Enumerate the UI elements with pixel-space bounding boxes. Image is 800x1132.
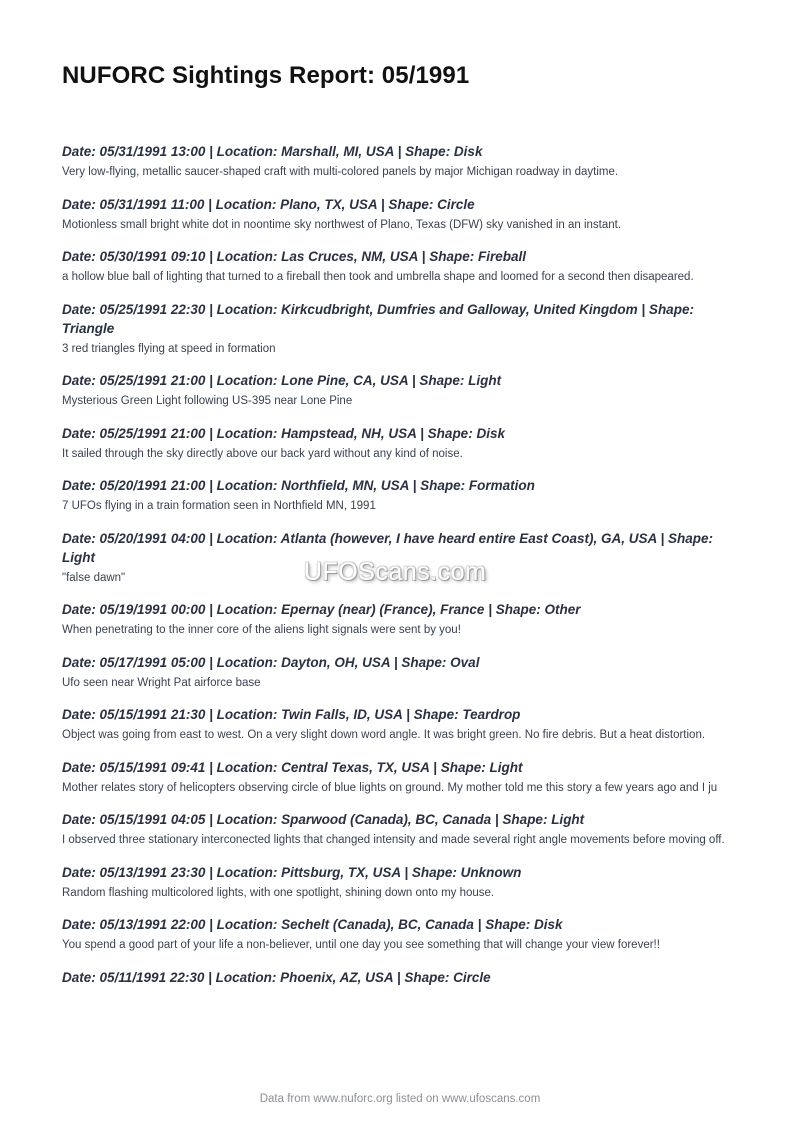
sighting-header: Date: 05/15/1991 09:41 | Location: Central Texas, TX, USA | Shape: Light [62,759,523,775]
sighting-entry [62,758,742,797]
sighting-entry [62,705,742,744]
sighting-header: Date: 05/20/1991 21:00 | Location: Northfield, MN, USA | Shape: Formation [62,478,535,493]
sighting-description: Object was going from east to west. On a very slight down word angle. It was bright green. No fire debris. But a heat distortion. [62,729,706,741]
sighting-description: a hollow blue ball of lighting that turned to a fireball then took and umbrella shape and loomed for a second then disapeared. [62,271,694,283]
sighting-description: You spend a good part of your life a non-believer, until one day you see something that will change your view forever!! [62,939,660,951]
sighting-entry [62,600,742,639]
sighting-header: Date: 05/17/1991 05:00 | Location: Dayton, OH, USA | Shape: Oval [62,654,480,670]
page-title: NUFORC Sightings Report: 05/1991 [62,62,470,89]
sighting-entry [62,142,742,181]
sighting-entry [62,300,742,358]
sighting-header: Date: 05/19/1991 00:00 | Location: Epernay (near) (France), France | Shape: Other [62,602,581,617]
sighting-header: Date: 05/25/1991 21:00 | Location: Lone Pine, CA, USA | Shape: Light [62,373,502,388]
sighting-description: "false dawn" [62,571,126,584]
sighting-header: Date: 05/30/1991 09:10 | Location: Las Cruces, NM, USA | Shape: Fireball [62,249,526,264]
sighting-header: Date: 05/13/1991 23:30 | Location: Pittsburg, TX, USA | Shape: Unknown [62,864,522,880]
sighting-entry [62,371,742,410]
sighting-entry [62,424,742,463]
sighting-description: It sailed through the sky directly above our back yard without any kind of noise. [62,447,463,460]
sighting-header: Date: 05/15/1991 21:30 | Location: Twin Falls, ID, USA | Shape: Teardrop [62,707,521,722]
sighting-entry [62,810,742,849]
sighting-description: Random flashing multicolored lights, with one spotlight, shining down onto my house. [62,886,495,899]
sighting-header: Date: 05/11/1991 22:30 | Location: Phoenix, AZ, USA | Shape: Circle [62,969,491,985]
sighting-description: When penetrating to the inner core of the aliens light signals were sent by you! [62,624,461,636]
sighting-description: 7 UFOs flying in a train formation seen in Northfield MN, 1991 [62,500,376,512]
sighting-description: Ufo seen near Wright Pat airforce base [62,676,261,689]
sighting-entry [62,915,742,954]
sighting-entry [62,968,742,987]
sighting-header: Date: 05/20/1991 04:00 | Location: Atlanta (however, I have heard entire East Coast), GA, USA | Shape: Light [62,530,714,565]
sighting-entry [62,476,742,515]
sighting-description: 3 red triangles flying at speed in formation [62,342,276,355]
footer-credit: Data from www.nuforc.org listed on www.ufoscans.com [259,1093,541,1105]
sighting-header: Date: 05/25/1991 21:00 | Location: Hampstead, NH, USA | Shape: Disk [62,425,505,441]
sighting-description: I observed three stationary interconected lights that changed intensity and made several right angle movements before moving off. [62,834,725,846]
sighting-header: Date: 05/13/1991 22:00 | Location: Sechelt (Canada), BC, Canada | Shape: Disk [62,917,563,932]
sighting-header: Date: 05/15/1991 04:05 | Location: Sparwood (Canada), BC, Canada | Shape: Light [62,812,585,827]
sighting-header: Date: 05/25/1991 22:30 | Location: Kirkcudbright, Dumfries and Galloway, United Kingdom | Shape: Triangle [62,301,694,336]
sighting-description: Very low-flying, metallic saucer-shaped craft with multi-colored panels by major Michigan roadway in daytime. [62,166,619,178]
watermark: UFOScans.com [304,558,487,586]
sighting-header: Date: 05/31/1991 11:00 | Location: Plano, TX, USA | Shape: Circle [62,196,475,212]
sighting-entry [62,653,742,692]
sighting-entry [62,863,742,902]
sighting-description: Mother relates story of helicopters observing circle of blue lights on ground. My mother told me this story a few years ago and I ju [62,781,718,794]
sighting-header: Date: 05/31/1991 13:00 | Location: Marshall, MI, USA | Shape: Disk [62,144,483,159]
sighting-entry [62,247,742,286]
sighting-description: Motionless small bright white dot in noontime sky northwest of Plano, Texas (DFW) sky vanished in an instant. [62,218,622,231]
sighting-description: Mysterious Green Light following US-395 near Lone Pine [62,395,353,407]
sighting-entry [62,195,742,234]
